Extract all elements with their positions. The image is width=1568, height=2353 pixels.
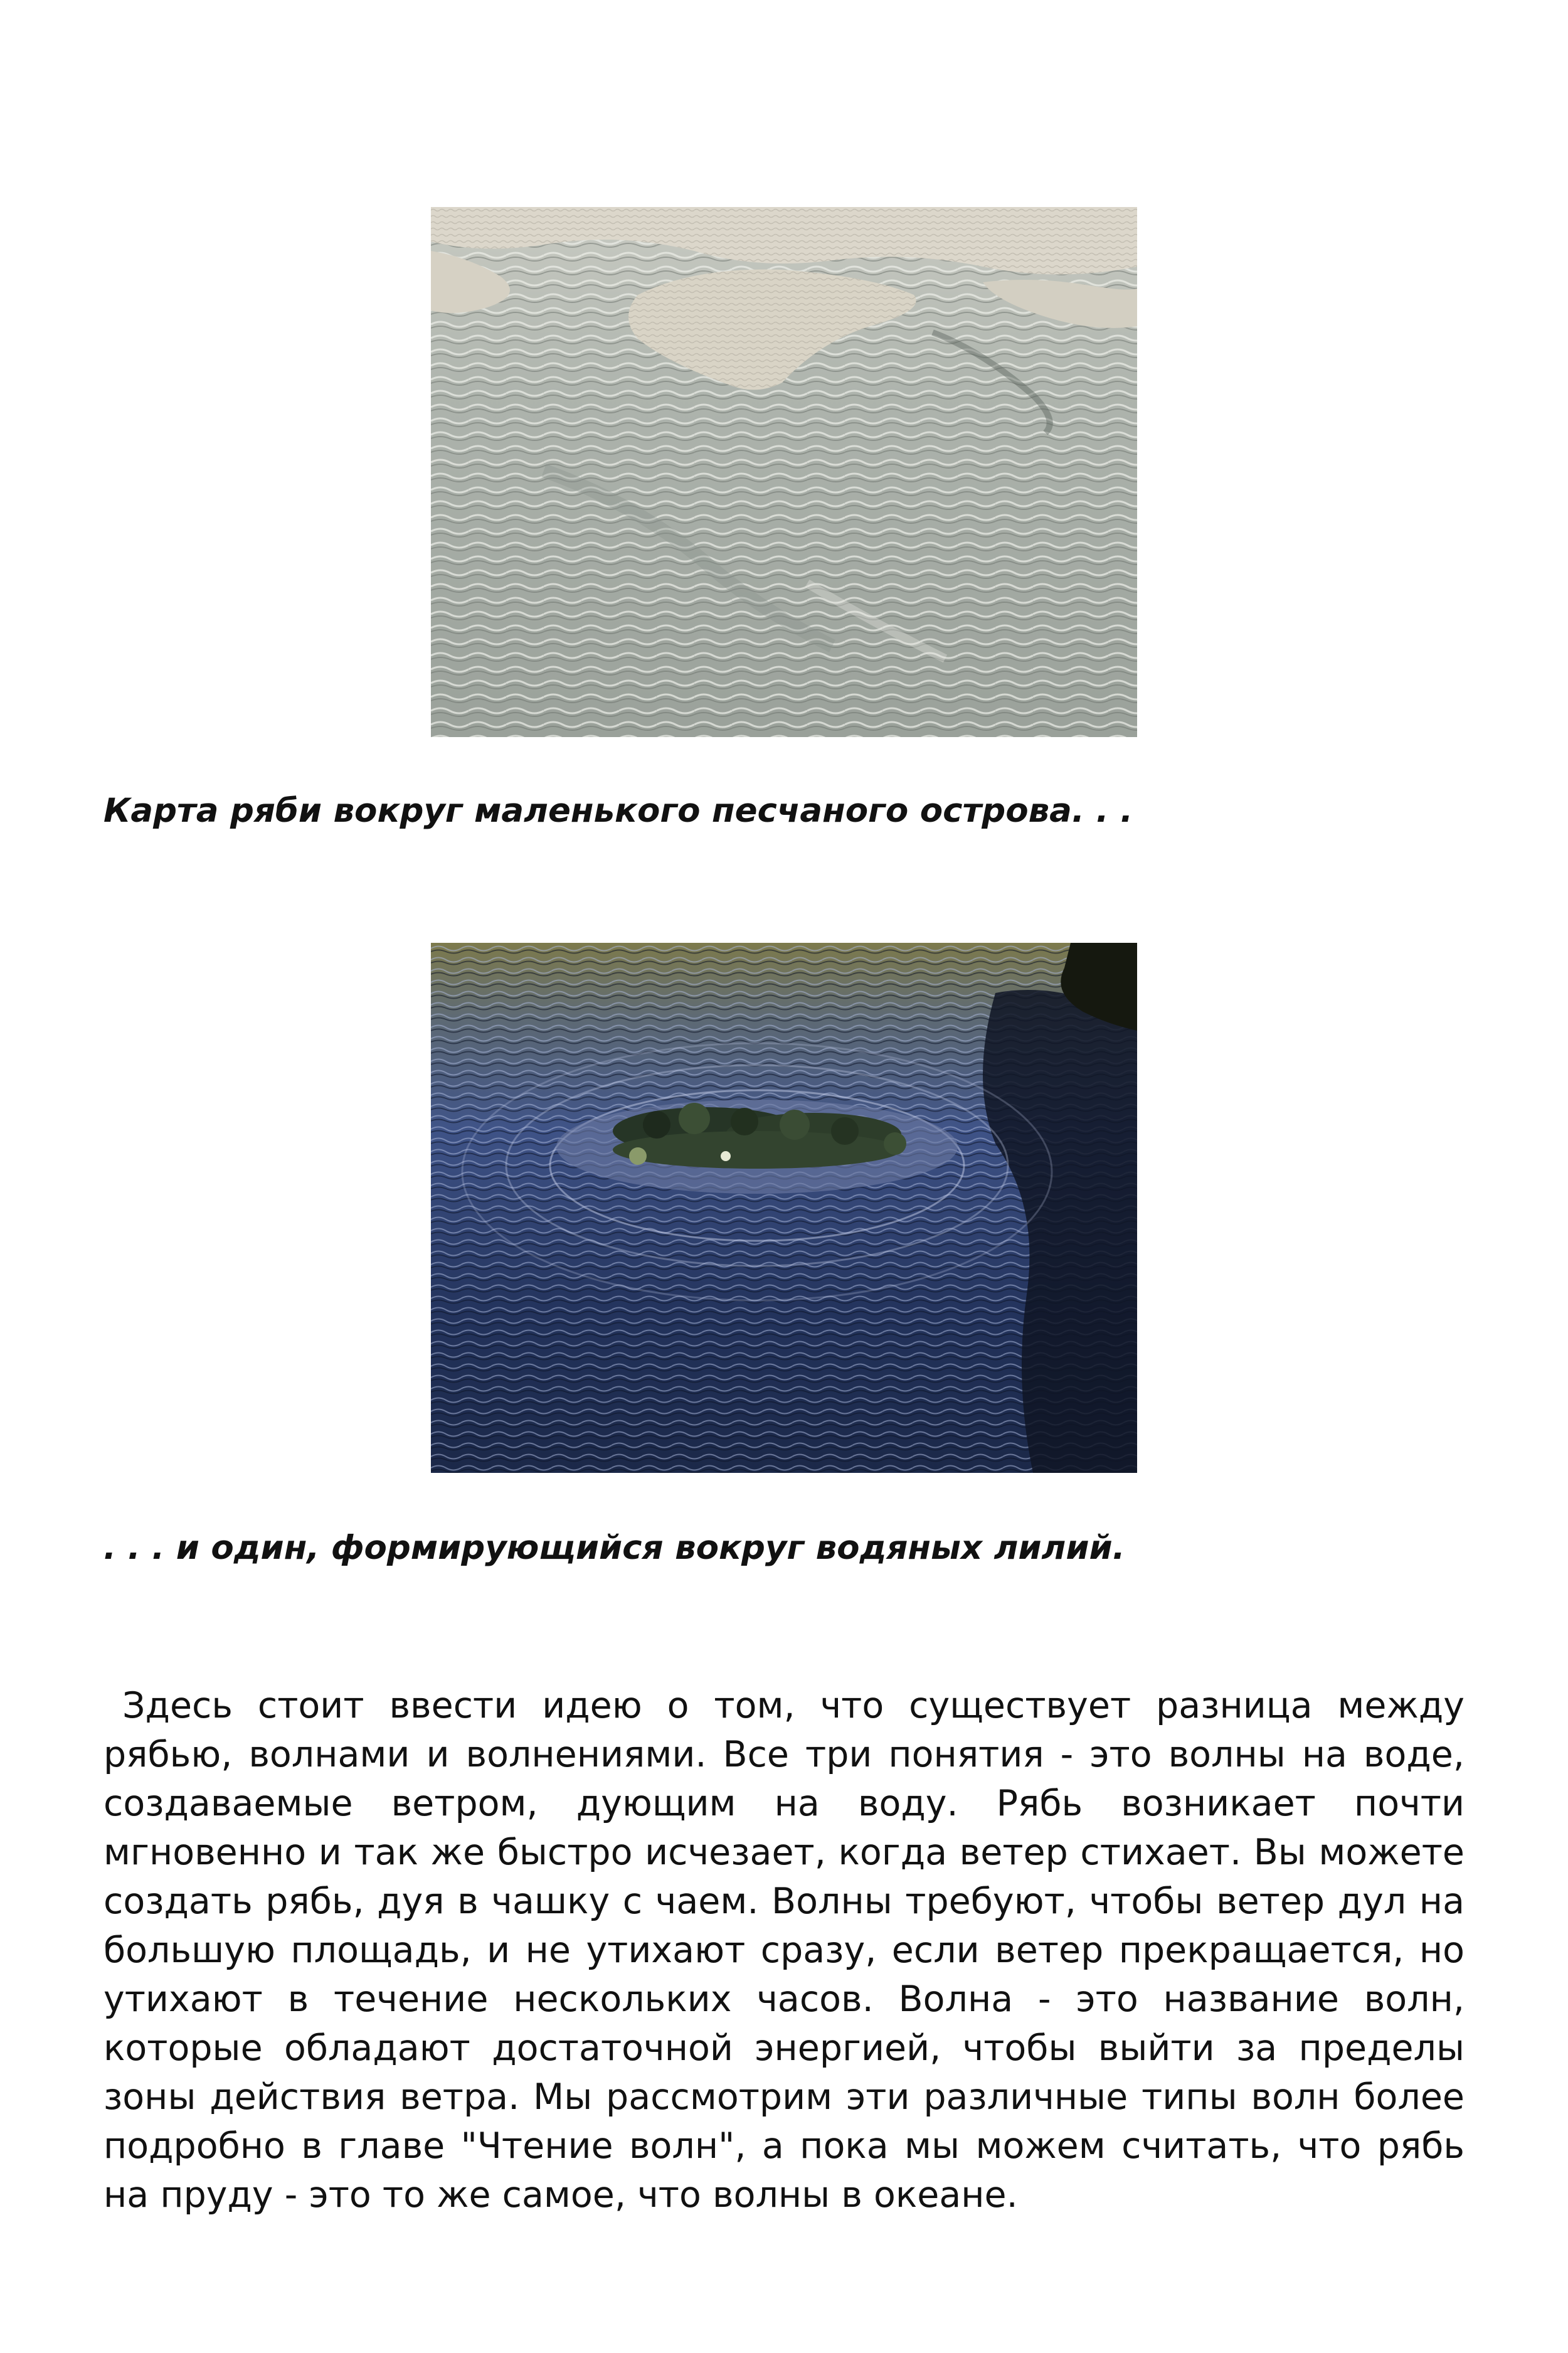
water-lilies-ripples-image — [431, 943, 1137, 1473]
caption-sand-island: Карта ряби вокруг маленького песчаного острова. . . — [103, 792, 1133, 830]
water-lilies-ripples-photo — [431, 943, 1137, 1473]
caption-water-lilies: . . . и один, формирующийся вокруг водяных лилий. — [103, 1529, 1125, 1567]
body-paragraph: Здесь стоит ввести идею о том, что существует разница между рябью, волнами и волнениями. Все три понятия - это волны на воде, создаваемые ветром, дующим на воду. Рябь возникает почти мгновенно и так же быстро исчезает, когда ветер стихает. Вы можете создать рябь, дуя в чашку с чаем. Волны требуют, чтобы ветер дул на большую площадь, и не утихают сразу, если ветер прекращается, но утихают в течение нескольких часов. Волна - это название волн, которые обладают достаточной энергией, чтобы выйти за пределы зоны действия ветра. Мы рассмотрим эти различные типы волн более подробно в главе "Чтение волн", а пока мы можем считать, что рябь на пруду - это то же самое, что волны в океане. — [103, 1685, 1465, 2216]
sand-island-ripples-image — [431, 207, 1137, 737]
sand-island-ripples-photo — [431, 207, 1137, 737]
